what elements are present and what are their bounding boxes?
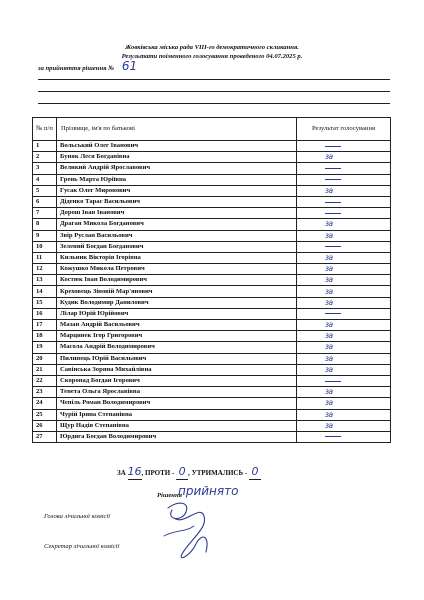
deputy-name: Тенета Ольга Ярославівна — [57, 387, 297, 398]
row-number: 22 — [33, 375, 57, 386]
vote-dash-mark — [325, 436, 341, 437]
row-number: 8 — [33, 219, 57, 230]
table-row — [33, 286, 391, 297]
vote-result — [297, 185, 391, 196]
table-row — [33, 320, 391, 331]
row-number: 12 — [33, 264, 57, 275]
utrymalys-count: 0 — [249, 465, 261, 480]
row-number: 18 — [33, 331, 57, 342]
deputy-name: Великий Андрій Ярославович — [57, 163, 297, 174]
utrymalys-label: УТРИМАЛИСЬ - — [191, 469, 248, 477]
result-handwritten: прийнято — [178, 484, 239, 498]
vote-dash-mark — [325, 246, 341, 247]
decision-label: за прийняття рішення № — [38, 65, 115, 72]
table-row — [33, 387, 391, 398]
table-row — [33, 230, 391, 241]
table-row — [33, 431, 391, 442]
vote-result — [297, 275, 391, 286]
secretary-signature-label: Секретар лічильної комісії — [44, 543, 120, 550]
row-number: 24 — [33, 398, 57, 409]
vote-dash-mark — [325, 213, 341, 214]
column-header-name: Прізвище, ім'я по батькові — [57, 118, 297, 141]
row-number: 1 — [33, 141, 57, 152]
deputy-name: Діденко Тарас Васильович — [57, 196, 297, 207]
row-number: 26 — [33, 420, 57, 431]
vote-result — [297, 230, 391, 241]
vote-dash-mark — [325, 168, 341, 169]
vote-result — [297, 331, 391, 342]
vote-za-mark: за — [325, 364, 333, 374]
deputy-name: Буняк Леся Богданівна — [57, 152, 297, 163]
row-number: 19 — [33, 342, 57, 353]
result-label: Рішення — [157, 492, 182, 499]
row-number: 5 — [33, 185, 57, 196]
vote-za-mark: за — [325, 409, 333, 419]
table-row — [33, 163, 391, 174]
vote-result — [297, 174, 391, 185]
decision-line — [38, 61, 398, 74]
vote-result — [297, 196, 391, 207]
vote-za-mark: за — [325, 185, 333, 195]
table-header-row — [33, 118, 391, 141]
table-row — [33, 375, 391, 386]
decision-number: 61 — [121, 59, 138, 73]
vote-dash-mark — [325, 146, 341, 147]
results-title: Результати поіменного голосування проведеного 04.07.2025 р. — [121, 53, 303, 60]
deputy-name: Костюк Іван Володимирович — [57, 275, 297, 286]
vote-za-mark: за — [325, 230, 333, 240]
table-row — [33, 196, 391, 207]
deputy-name: Марцинек Ігор Григорович — [57, 331, 297, 342]
deputy-name: Юрдига Богдан Володимирович — [57, 431, 297, 442]
row-number: 7 — [33, 208, 57, 219]
row-number: 10 — [33, 241, 57, 252]
deputy-name: Грень Марта Юріївна — [57, 174, 297, 185]
deputy-name: Лілар Юрій Юрійович — [57, 308, 297, 319]
deputy-name: Чурій Ірина Степанівна — [57, 409, 297, 420]
deputy-name: Щур Надія Степанівна — [57, 420, 297, 431]
vote-dash-mark — [325, 381, 341, 382]
row-number: 16 — [33, 308, 57, 319]
deputy-name: Пилипець Юрій Васильович — [57, 353, 297, 364]
table-row — [33, 252, 391, 263]
vote-za-mark: за — [325, 286, 333, 296]
row-number: 14 — [33, 286, 57, 297]
table-row — [33, 264, 391, 275]
vote-result — [297, 208, 391, 219]
deputy-name: Кожушко Микола Петрович — [57, 264, 297, 275]
deputy-name: Чепіль Роман Володимирович — [57, 398, 297, 409]
deputy-name: Мазан Андрій Васильович — [57, 320, 297, 331]
vote-za-mark: за — [325, 275, 333, 285]
council-title: Жовківська міська рада VIII-го демократичного скликання. — [125, 44, 299, 51]
table-row — [33, 297, 391, 308]
row-number: 23 — [33, 387, 57, 398]
vote-dash-mark — [325, 202, 341, 203]
table-row — [33, 364, 391, 375]
table-body — [33, 141, 391, 443]
za-label: ЗА — [117, 469, 126, 477]
vote-result — [297, 431, 391, 442]
blank-line — [38, 103, 390, 104]
vote-result — [297, 241, 391, 252]
table-row — [33, 353, 391, 364]
row-number: 21 — [33, 364, 57, 375]
vote-result — [297, 409, 391, 420]
table-row — [33, 152, 391, 163]
column-header-number: № п/п — [33, 118, 57, 141]
table-row — [33, 275, 391, 286]
vote-result — [297, 286, 391, 297]
vote-result — [297, 364, 391, 375]
table-row — [33, 420, 391, 431]
row-number: 13 — [33, 275, 57, 286]
deputy-name: Кудик Володимир Данилович — [57, 297, 297, 308]
vote-result — [297, 141, 391, 152]
vote-result — [297, 163, 391, 174]
vote-result — [297, 264, 391, 275]
vote-za-mark: за — [325, 297, 333, 307]
table-row — [33, 174, 391, 185]
vote-za-mark: за — [325, 320, 333, 330]
vote-result — [297, 308, 391, 319]
za-count: 16 — [127, 465, 142, 478]
blank-line — [38, 91, 390, 92]
proty-count: 0 — [176, 465, 188, 480]
deputy-name: Кильник Вікторія Ігорівна — [57, 252, 297, 263]
vote-result — [297, 353, 391, 364]
deputy-name: Креховець Зіновій Мар'янович — [57, 286, 297, 297]
proty-label: ПРОТИ - — [145, 469, 175, 477]
row-number: 17 — [33, 320, 57, 331]
table-row — [33, 409, 391, 420]
row-number: 15 — [33, 297, 57, 308]
vote-totals: ЗА 16, ПРОТИ - 0 , УТРИМАЛИСЬ - 0 — [117, 465, 417, 480]
deputy-name: Савінська Зоряна Михайлівна — [57, 364, 297, 375]
vote-result — [297, 375, 391, 386]
vote-za-mark: за — [325, 387, 333, 397]
table-row — [33, 398, 391, 409]
deputy-name: Драган Микола Богданович — [57, 219, 297, 230]
table-row — [33, 342, 391, 353]
table-row — [33, 208, 391, 219]
column-header-result: Результат голосування — [297, 118, 391, 141]
vote-za-mark: за — [325, 219, 333, 229]
table-row — [33, 241, 391, 252]
vote-za-mark: за — [325, 353, 333, 363]
vote-za-mark: за — [325, 152, 333, 162]
vote-result — [297, 420, 391, 431]
deputy-name: Дорош Іван Іванович — [57, 208, 297, 219]
table-row — [33, 141, 391, 152]
row-number: 27 — [33, 431, 57, 442]
row-number: 9 — [33, 230, 57, 241]
deputy-name: Звір Руслан Васильович — [57, 230, 297, 241]
vote-result — [297, 387, 391, 398]
vote-result — [297, 297, 391, 308]
row-number: 6 — [33, 196, 57, 207]
vote-result — [297, 219, 391, 230]
vote-dash-mark — [325, 179, 341, 180]
vote-za-mark: за — [325, 252, 333, 262]
row-number: 11 — [33, 252, 57, 263]
vote-za-mark: за — [325, 264, 333, 274]
table-row — [33, 308, 391, 319]
vote-za-mark: за — [325, 420, 333, 430]
chair-signature-label: Голова лічильної комісії — [44, 513, 111, 520]
deputy-name: Вольський Олег Іванович — [57, 141, 297, 152]
vote-za-mark: за — [325, 331, 333, 341]
blank-line — [38, 79, 390, 80]
deputy-name: Масола Андрій Володимирович — [57, 342, 297, 353]
row-number: 25 — [33, 409, 57, 420]
roll-call-table — [32, 117, 391, 443]
deputy-name: Гусак Олег Миронович — [57, 185, 297, 196]
row-number: 2 — [33, 152, 57, 163]
vote-za-mark: за — [325, 398, 333, 408]
deputy-name: Зелений Богдан Богданович — [57, 241, 297, 252]
vote-result — [297, 398, 391, 409]
vote-dash-mark — [325, 313, 341, 314]
table-row — [33, 185, 391, 196]
row-number: 3 — [33, 163, 57, 174]
table-row — [33, 219, 391, 230]
handwritten-signature — [160, 496, 220, 566]
vote-za-mark: за — [325, 342, 333, 352]
deputy-name: Скоропад Богдан Ігорович — [57, 375, 297, 386]
vote-result — [297, 252, 391, 263]
vote-result — [297, 152, 391, 163]
row-number: 4 — [33, 174, 57, 185]
table-row — [33, 331, 391, 342]
vote-result — [297, 320, 391, 331]
row-number: 20 — [33, 353, 57, 364]
vote-result — [297, 342, 391, 353]
